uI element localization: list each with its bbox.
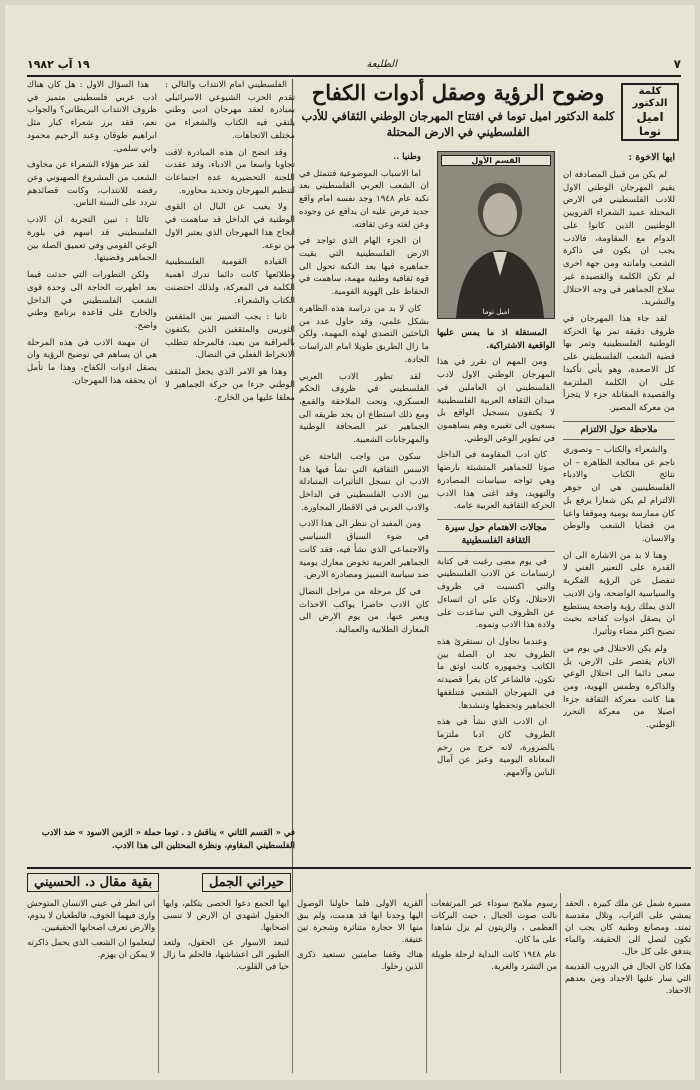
- logo-line-2: اميل: [636, 110, 664, 125]
- paragraph: وهذا هو الامر الذي يجعل المثقف الوطني جزءا من حركة الجماهير لا معلقا عليها من الخارج.: [165, 367, 295, 403]
- logo-line-1: كلمة الدكتور: [632, 86, 668, 110]
- page-number: ٧: [673, 57, 681, 71]
- paragraph: كان ادب المقاومة في الداخل صوتا للجماهير المتشبثة بارضها وهي تواجه سياسات المصادرة والتهويد، وقد اغنى هذا الادب الحركة الثقافية العربية عامة.: [437, 450, 555, 512]
- bottom-headline-right: حيراني الجمل: [202, 873, 291, 892]
- author-photo: [437, 151, 555, 319]
- left-column-2: [27, 79, 157, 859]
- paragraph: وطنيا ..: [393, 152, 421, 162]
- bottom-column-1: [565, 897, 691, 1073]
- paragraph: لقد عبر هؤلاء الشعراء عن مخاوف الشعب من المشروع الصهيوني وعن رفضه للانتداب، وكانت قصائدهم تتردد على السنة الناس.: [27, 160, 157, 209]
- paragraph: عام ١٩٤٨ كانت البداية لرحلة طويلة من التشرد والغربة.: [431, 949, 557, 972]
- paragraph: ان الجزء الهام الذي تواجد في الارض الفلسطينية التي بقيت جماهيره فيها بعد النكبة تحول الى قوة ثقافية وطنية مهمة، ساهمت في الحفاظ على الهوية القومية.: [299, 236, 429, 298]
- column-divider: [158, 893, 159, 1073]
- paragraph: الفلسطيني امام الانتداب والتالي : تقدم الحزب الشيوعي الاسرائيلي بمبادرة لعقد مهرجان ادبي وطني يلتقي فيه الكتاب والشعراء من مختلف الاتجاهات.: [165, 80, 295, 141]
- paragraph: في كل مرحلة من مراحل النضال كان الادب حاضرا يواكب الاحداث ويعبر عنها، من يوم الارض الى المعارك الطلابية والعمالية.: [299, 587, 429, 636]
- paragraph: سكون من واجب الباحثة عن الاسس الثقافية التي نشأ فيها هذا الادب ان تسجل التأثيرات المتبادلة بين الادب الفلسطيني في الداخل والادب العربي في الاقطار المجاورة.: [299, 451, 429, 513]
- column-divider: [292, 893, 293, 1073]
- main-subhead: كلمة الدكتور اميل توما في افتتاح المهرجان الوطني الثقافي للأدب الفلسطيني في الارض المحتلة: [301, 109, 615, 139]
- paragraph: كان لا بد من دراسة هذه الظاهرة بشكل علمي، وقد حاول عدد من الباحثين التصدي لهذه المهمة، ولكن ما زال الطريق طويلا امام الدراسات الجادة.: [299, 303, 429, 365]
- paragraph: المستقلة اذ ما يمس عليها الواقعية الاشتراكية.: [437, 328, 555, 351]
- paragraph: هذا السؤال الاول : هل كان هناك ادب عربي فلسطيني متميز في ظروف الانتداب البريطاني؟ والجواب نعم، فقد برز شعراء كبار مثل ابراهيم طوقان وعبد الرحيم محمود وابي سلمى.: [27, 80, 157, 154]
- paragraph: ايها الجمع دعوا الحصى يتكلم، وايها الحقول اشهدي ان الارض لا تنسى اصحابها.: [163, 898, 289, 933]
- paragraph: اما الاسباب الموضوعية فتتمثل في ان الشعب العربي الفلسطيني بعد نكبة عام ١٩٤٨ وجد نفسه امام واقع جديد فرض عليه ان يدافع عن وجوده وعن لغته وعن ثقافته.: [299, 168, 429, 230]
- paragraph: مسيرة شمل عن ملك كبيرة ، الحقد يمشي على التراب، وتلال مقدسة تمتد، ومصانع وطنية كان يجب ان تكون لتصل الى الحقيقة، والماء يتدفق على كل حال.: [565, 898, 691, 957]
- bottom-headline-left: بقية مقال د. الحسيني: [27, 873, 159, 892]
- paragraph: ثالثا : تبين التجربة ان الادب الفلسطيني قد اسهم في بلورة الوعي القومي وفي تعميق الصلة بين الجماهير وقضيتها.: [27, 215, 157, 264]
- bottom-column-3: [297, 897, 423, 1073]
- column-logo-box: [621, 83, 679, 141]
- paragraph: ثانيا : يجب التمييز بين المثقفين الثوريين والمثقفين الذين يكتفون بالمراقبة من بعيد، فالمرحلة تتطلب الانخراط الفعلي في النضال.: [165, 312, 295, 361]
- newspaper-page: [5, 5, 695, 1080]
- left-article: [27, 79, 295, 859]
- paragraph: لتبعد الاسوار عن الحقول، ولتعد الطيور الى اعشاشها، فالحلم ما زال حيا في القلوب.: [163, 937, 289, 972]
- paragraph: والشعراء والكتاب – وتصوري ناجم عن معالجة الظاهرة – ان نتائج الكتاب والادباء الفلسطينيين هي ان جوهر الالتزام لم يكن شعارا يرفع بل كان ممارسة يومية وموقفا واعيا من قضايا الشعب والوطن والانسان.: [563, 445, 675, 545]
- section-heading: مجالات الاهتمام حول سيرة الثقافة الفلسطينية: [437, 519, 555, 552]
- paragraph: ان الادب الذي نشأ في هذه الظروف كان ادبا ملتزما بالضرورة، لانه خرج من رحم المعاناة اليومية وعبر عن آمال الناس وآلامهم.: [437, 717, 555, 779]
- paragraph: لقد تطور الادب العربي الفلسطيني في ظروف الحكم العسكري، وتحت الملاحقة والقمع، ومع ذلك استطاع ان يجد طريقه الى الجماهير عبر الصحافة الوطنية والمهرجانات الشعبية.: [299, 371, 429, 446]
- paragraph: لم يكن من قبيل المصادفة ان يقيم المهرجان الوطني الاول للادب الفلسطيني في الارض المحتلة عميد الشعراء القرويين الوطنيين الذين كانوا على الدوام مع المقاومة، فالادب يجب ان يكون في ذاكرة الشعب وامانته ومن جهة اخرى لم تكن الكلمة والقصيدة غير سلاح الجماهير في وجه الاحتلال والتشريد.: [563, 170, 675, 308]
- paragraph: وعندما نحاول ان نستقرئ هذه الظروف نجد ان الصلة بين الكاتب وجمهوره كانت اوثق ما تكون، فالشاعر كان يقرأ قصيدته في المهرجان الشعبي فتتلقفها الجماهير وتحفظها وتنشدها.: [437, 637, 555, 711]
- photo-caption: اميل توما: [482, 308, 510, 316]
- paragraph: ومن المهم ان نقرر في هذا المهرجان الوطني الاول لادب الفلسطيني ان العاملين في ميدان الثقافة العربية الفلسطينية لا يكتفون بتسجيل الواقع بل يسعون الى تغييره وهم يساهمون في تطوير الوعي الوطني.: [437, 357, 555, 444]
- paragraph: ولكن التطورات التي حدثت فيما بعد اظهرت الحاجة الى وحدة قوى الشعب الفلسطيني في الداخل والخارج على قاعدة برنامج وطني واضح.: [27, 270, 157, 331]
- column-divider: [426, 893, 427, 1073]
- paragraph: وهنا لا بد من الاشارة الى ان القدرة على التعبير الفني لا تنفصل عن الرؤية الفكرية والسياسية الواضحة، وان الاديب الذي يملك رؤية واضحة يستطيع ان يصقل ادوات كفاحه بحيث تصبح اكثر مضاء وتأثيرا.: [563, 550, 675, 638]
- paragraph: ان مهمة الادب في هذه المرحلة هي ان يساهم في توضيح الرؤية وان يصقل ادوات الكفاح، وهذا ما نأمل ان يحققه هذا المهرجان.: [27, 337, 157, 386]
- paragraph: لقد جاء هذا المهرجان في ظروف دقيقة تمر بها الحركة الوطنية الفلسطينية وتمر بها قضية الشعب الفلسطيني على كل الاصعدة، وهو يأتي تأكيدا على ان الكلمة الملتزمة والقصيدة المقاتلة جزء لا يتجزأ من معركة المصير.: [563, 313, 675, 413]
- section-heading: ملاحظة حول الالتزام: [563, 421, 675, 440]
- paragraph: القرية الاولى فلما حاولنا الوصول اليها وجدنا انها قد هدمت، ولم يبق منها الا حجارة متناثرة وشجرة تين عتيقة.: [297, 898, 423, 945]
- issue-date: ١٩ آب ١٩٨٢: [27, 57, 90, 71]
- continuation-note: في « القسم الثاني » يناقش د . توما حملة « الزمن الاسود » ضد الادب الفلسطيني المقاوم، ونظرة المحتلين الى هذا الادب.: [41, 828, 295, 851]
- main-headline: وضوح الرؤية وصقل أدوات الكفاح: [311, 80, 605, 105]
- paragraph: ومن المفيد ان ننظر الى هذا الادب في ضوء السياق السياسي والاجتماعي الذي نشأ فيه، فقد كانت الجماهير العربية تخوض معارك يومية ضد سياسة التمييز ومصادرة الارض.: [299, 519, 429, 581]
- paragraph: اني انظر في عيني الانسان المتوحش وارى فيهما الخوف، فالطغيان لا يدوم، والارض تعرف اصحابها الحقيقيين.: [27, 898, 155, 933]
- column-divider: [560, 893, 561, 1073]
- page-header: [27, 53, 681, 77]
- paragraph: هناك وقفنا صامتين نستعيد ذكرى الذين رحلوا.: [297, 949, 423, 972]
- paragraph: ولا يغيب عن البال ان القوى الوطنية في الداخل قد ساهمت في انجاح هذا المهرجان الذي يعتبر الاول من نوعه.: [165, 202, 295, 251]
- left-column-1: [165, 79, 295, 859]
- bottom-column-2: [431, 897, 557, 1073]
- paragraph: ولم يكن الاحتلال في يوم من الايام يقتصر على الارض، بل سعى دائما الى احتلال الوعي والذاكرة وطمس الهوية، ومن هنا كانت معركة الثقافة جزءا اصيلا من معركة التحرر الوطني.: [563, 643, 675, 731]
- paragraph: رسوم ملامح سوداء عبر المرتفعات نالت صوت الجبال ، حيث البركات العظمى ، والزيتون لم يزل شاهدا على ما كان.: [431, 898, 557, 945]
- paragraph: هكذا كان الحال في الدروب القديمة التي سار عليها الاجداد ومن بعدهم الاحفاد.: [565, 961, 691, 996]
- bottom-column-5: [27, 897, 155, 1073]
- bottom-column-4: [163, 897, 289, 1073]
- portrait-illustration: [438, 152, 554, 318]
- logo-line-3: توما: [639, 124, 661, 138]
- bottom-article: [27, 867, 691, 1073]
- publication-name: الطليعة: [366, 58, 397, 70]
- photo-tag: القسم الأول: [441, 155, 551, 166]
- paragraph: وقد اتضح ان هذه المبادرة لاقت تجاوبا واسعا من الادباء، وقد عقدت اللجنة التحضيرية عدة اجتماعات لتنظيم المهرجان وتحديد محاوره.: [165, 147, 295, 196]
- paragraph: ايها الاخوة :: [628, 152, 675, 163]
- paragraph: ليتعلموا ان الشعب الذي يحمل ذاكرته لا يمكن ان يهزم.: [27, 937, 155, 960]
- paragraph: القيادة القومية الفلسطينية وطلائعها كانت دائما تدرك اهمية الكلمة في المعركة، ولذلك احتضنت الكتاب والشعراء.: [165, 257, 295, 306]
- paragraph: في يوم مضى رغبت في كتابة ارتسامات عن الادب الفلسطيني والتي اكتسبت في ظروف الاحتلال، وكان علي ان اتساءل عن الظروف التي ساعدت على ولادة هذا الادب ونموه.: [437, 556, 555, 631]
